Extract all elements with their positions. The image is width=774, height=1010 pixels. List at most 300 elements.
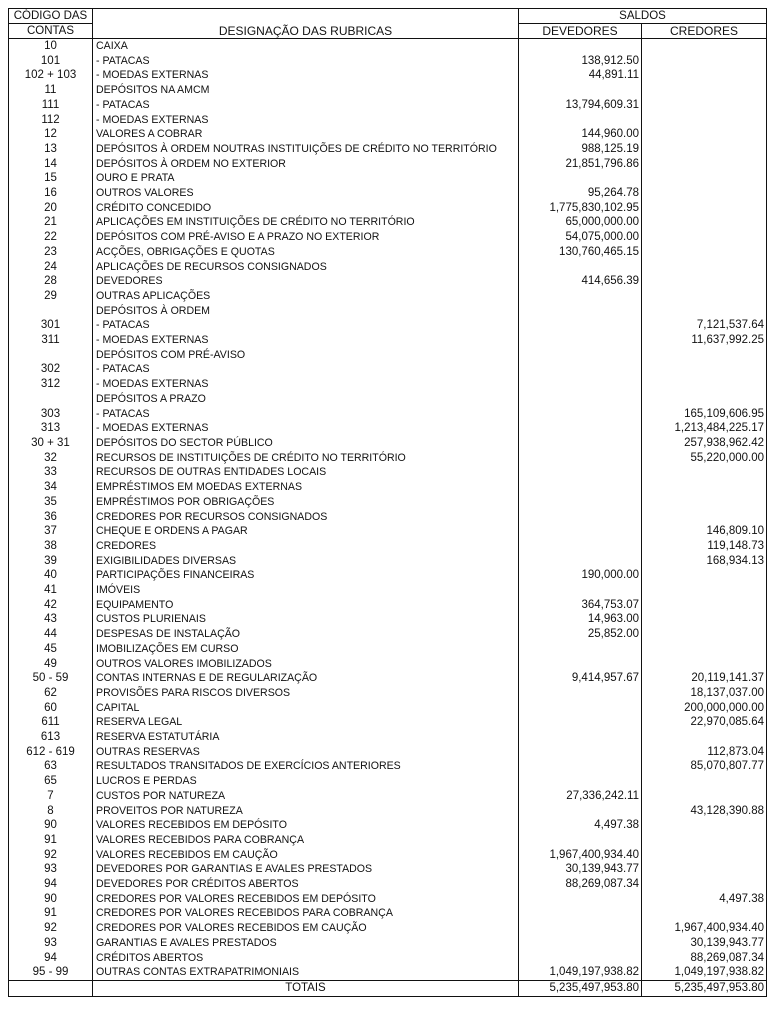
debit-balance: 144,960.00 bbox=[519, 127, 642, 142]
designation: APLICAÇÕES DE RECURSOS CONSIGNADOS bbox=[93, 260, 519, 275]
debit-balance: 30,139,943.77 bbox=[519, 862, 642, 877]
designation: OUTRAS RESERVAS bbox=[93, 745, 519, 760]
designation: OURO E PRATA bbox=[93, 171, 519, 186]
designation: DEVEDORES POR CRÉDITOS ABERTOS bbox=[93, 877, 519, 892]
credit-balance bbox=[642, 627, 767, 642]
designation: OUTROS VALORES IMOBILIZADOS bbox=[93, 657, 519, 672]
table-row bbox=[9, 774, 767, 789]
table-row bbox=[9, 171, 767, 186]
debit-balance: 130,760,465.15 bbox=[519, 245, 642, 260]
account-code: 7 bbox=[9, 789, 93, 804]
debit-balance bbox=[519, 833, 642, 848]
credit-balance: 55,220,000.00 bbox=[642, 451, 767, 466]
credit-balance bbox=[642, 245, 767, 260]
header-designation: DESIGNAÇÃO DAS RUBRICAS bbox=[93, 9, 519, 39]
table-row bbox=[9, 642, 767, 657]
credit-balance: 257,938,962.42 bbox=[642, 436, 767, 451]
designation: EXIGIBILIDADES DIVERSAS bbox=[93, 554, 519, 569]
account-code: 14 bbox=[9, 157, 93, 172]
table-row bbox=[9, 627, 767, 642]
account-code: 90 bbox=[9, 818, 93, 833]
credit-balance bbox=[642, 642, 767, 657]
designation: - PATACAS bbox=[93, 407, 519, 422]
designation: CHEQUE E ORDENS A PAGAR bbox=[93, 524, 519, 539]
account-code: 102 + 103 bbox=[9, 68, 93, 83]
debit-balance bbox=[519, 892, 642, 907]
designation: GARANTIAS E AVALES PRESTADOS bbox=[93, 936, 519, 951]
debit-balance: 88,269,087.34 bbox=[519, 877, 642, 892]
table-row bbox=[9, 583, 767, 598]
table-row bbox=[9, 686, 767, 701]
credit-balance bbox=[642, 260, 767, 275]
account-code: 24 bbox=[9, 260, 93, 275]
debit-balance: 364,753.07 bbox=[519, 598, 642, 613]
totals-code-cell bbox=[9, 981, 93, 997]
account-code: 111 bbox=[9, 98, 93, 113]
account-code: 312 bbox=[9, 377, 93, 392]
table-row bbox=[9, 701, 767, 716]
designation: - PATACAS bbox=[93, 98, 519, 113]
credit-balance: 4,497.38 bbox=[642, 892, 767, 907]
table-row bbox=[9, 892, 767, 907]
debit-balance bbox=[519, 260, 642, 275]
designation: DEPÓSITOS À ORDEM NO EXTERIOR bbox=[93, 157, 519, 172]
designation: DEPÓSITOS À ORDEM NOUTRAS INSTITUIÇÕES DE CRÉDITO NO TERRITÓRIO bbox=[93, 142, 519, 157]
designation: PARTICIPAÇÕES FINANCEIRAS bbox=[93, 568, 519, 583]
credit-balance bbox=[642, 510, 767, 525]
table-row bbox=[9, 598, 767, 613]
account-code: 91 bbox=[9, 906, 93, 921]
credit-balance bbox=[642, 201, 767, 216]
totals-row bbox=[9, 981, 767, 997]
debit-balance bbox=[519, 436, 642, 451]
debit-balance bbox=[519, 539, 642, 554]
account-code: 90 bbox=[9, 892, 93, 907]
debit-balance: 95,264.78 bbox=[519, 186, 642, 201]
credit-balance: 165,109,606.95 bbox=[642, 407, 767, 422]
designation: DEPÓSITOS NA AMCM bbox=[93, 83, 519, 98]
table-body bbox=[9, 39, 767, 981]
credit-balance bbox=[642, 598, 767, 613]
table-row bbox=[9, 657, 767, 672]
table-row bbox=[9, 848, 767, 863]
credit-balance bbox=[642, 83, 767, 98]
table-row bbox=[9, 568, 767, 583]
credit-balance bbox=[642, 495, 767, 510]
table-row bbox=[9, 83, 767, 98]
debit-balance: 4,497.38 bbox=[519, 818, 642, 833]
credit-balance: 1,967,400,934.40 bbox=[642, 921, 767, 936]
table-row bbox=[9, 142, 767, 157]
debit-balance: 13,794,609.31 bbox=[519, 98, 642, 113]
table-row bbox=[9, 951, 767, 966]
designation: OUTROS VALORES bbox=[93, 186, 519, 201]
credit-balance bbox=[642, 833, 767, 848]
table-row bbox=[9, 965, 767, 980]
debit-balance bbox=[519, 392, 642, 407]
table-row bbox=[9, 759, 767, 774]
debit-balance bbox=[519, 113, 642, 128]
table-row bbox=[9, 157, 767, 172]
debit-balance: 65,000,000.00 bbox=[519, 215, 642, 230]
account-code: 301 bbox=[9, 318, 93, 333]
debit-balance bbox=[519, 951, 642, 966]
debit-balance: 9,414,957.67 bbox=[519, 671, 642, 686]
totals-debit: 5,235,497,953.80 bbox=[519, 981, 642, 997]
designation: OUTRAS APLICAÇÕES bbox=[93, 289, 519, 304]
designation: - MOEDAS EXTERNAS bbox=[93, 421, 519, 436]
debit-balance: 44,891.11 bbox=[519, 68, 642, 83]
designation: - MOEDAS EXTERNAS bbox=[93, 113, 519, 128]
table-row bbox=[9, 510, 767, 525]
account-code: 44 bbox=[9, 627, 93, 642]
debit-balance: 1,967,400,934.40 bbox=[519, 848, 642, 863]
table-row bbox=[9, 421, 767, 436]
debit-balance bbox=[519, 289, 642, 304]
table-row bbox=[9, 113, 767, 128]
table-row bbox=[9, 274, 767, 289]
credit-balance bbox=[642, 789, 767, 804]
credit-balance bbox=[642, 730, 767, 745]
credit-balance: 30,139,943.77 bbox=[642, 936, 767, 951]
table-row bbox=[9, 524, 767, 539]
account-code: 91 bbox=[9, 833, 93, 848]
designation: - PATACAS bbox=[93, 318, 519, 333]
designation: CREDORES POR VALORES RECEBIDOS EM DEPÓSITO bbox=[93, 892, 519, 907]
table-row bbox=[9, 862, 767, 877]
table-row bbox=[9, 495, 767, 510]
designation: RECURSOS DE OUTRAS ENTIDADES LOCAIS bbox=[93, 465, 519, 480]
table-row bbox=[9, 877, 767, 892]
debit-balance bbox=[519, 701, 642, 716]
designation: EMPRÉSTIMOS POR OBRIGAÇÕES bbox=[93, 495, 519, 510]
account-code: 101 bbox=[9, 54, 93, 69]
debit-balance bbox=[519, 524, 642, 539]
designation: CREDORES bbox=[93, 539, 519, 554]
table-row bbox=[9, 465, 767, 480]
credit-balance: 43,128,390.88 bbox=[642, 804, 767, 819]
account-code: 41 bbox=[9, 583, 93, 598]
debit-balance bbox=[519, 657, 642, 672]
account-code: 65 bbox=[9, 774, 93, 789]
designation: EMPRÉSTIMOS EM MOEDAS EXTERNAS bbox=[93, 480, 519, 495]
debit-balance bbox=[519, 318, 642, 333]
designation: EQUIPAMENTO bbox=[93, 598, 519, 613]
debit-balance: 190,000.00 bbox=[519, 568, 642, 583]
credit-balance bbox=[642, 877, 767, 892]
designation: RESULTADOS TRANSITADOS DE EXERCÍCIOS ANTERIORES bbox=[93, 759, 519, 774]
designation: CUSTOS POR NATUREZA bbox=[93, 789, 519, 804]
account-code: 20 bbox=[9, 201, 93, 216]
credit-balance bbox=[642, 215, 767, 230]
credit-balance: 1,049,197,938.82 bbox=[642, 965, 767, 980]
designation: CRÉDITO CONCEDIDO bbox=[93, 201, 519, 216]
credit-balance bbox=[642, 98, 767, 113]
designation: PROVISÕES PARA RISCOS DIVERSOS bbox=[93, 686, 519, 701]
account-code: 63 bbox=[9, 759, 93, 774]
table-row bbox=[9, 436, 767, 451]
account-code: 612 - 619 bbox=[9, 745, 93, 760]
credit-balance bbox=[642, 774, 767, 789]
credit-balance: 119,148.73 bbox=[642, 539, 767, 554]
table-row bbox=[9, 407, 767, 422]
credit-balance bbox=[642, 230, 767, 245]
header-credit: CREDORES bbox=[642, 24, 767, 39]
debit-balance bbox=[519, 686, 642, 701]
accounts-balance-table bbox=[8, 8, 767, 997]
debit-balance bbox=[519, 304, 642, 319]
table-row bbox=[9, 671, 767, 686]
designation: DEPÓSITOS À ORDEM bbox=[93, 304, 519, 319]
credit-balance bbox=[642, 348, 767, 363]
credit-balance: 88,269,087.34 bbox=[642, 951, 767, 966]
credit-balance bbox=[642, 612, 767, 627]
account-code: 10 bbox=[9, 39, 93, 54]
account-code: 94 bbox=[9, 877, 93, 892]
credit-balance bbox=[642, 54, 767, 69]
credit-balance bbox=[642, 906, 767, 921]
credit-balance bbox=[642, 304, 767, 319]
debit-balance bbox=[519, 774, 642, 789]
table-row bbox=[9, 554, 767, 569]
table-row bbox=[9, 906, 767, 921]
designation: VALORES RECEBIDOS EM DEPÓSITO bbox=[93, 818, 519, 833]
header-debit: DEVEDORES bbox=[519, 24, 642, 39]
account-code: 15 bbox=[9, 171, 93, 186]
account-code: 95 - 99 bbox=[9, 965, 93, 980]
credit-balance: 20,119,141.37 bbox=[642, 671, 767, 686]
account-code: 28 bbox=[9, 274, 93, 289]
designation: DEPÓSITOS A PRAZO bbox=[93, 392, 519, 407]
account-code: 62 bbox=[9, 686, 93, 701]
debit-balance bbox=[519, 333, 642, 348]
debit-balance bbox=[519, 421, 642, 436]
account-code: 40 bbox=[9, 568, 93, 583]
debit-balance bbox=[519, 642, 642, 657]
table-row bbox=[9, 304, 767, 319]
account-code: 50 - 59 bbox=[9, 671, 93, 686]
designation: - PATACAS bbox=[93, 54, 519, 69]
debit-balance: 1,775,830,102.95 bbox=[519, 201, 642, 216]
account-code: 93 bbox=[9, 936, 93, 951]
designation: CAPITAL bbox=[93, 701, 519, 716]
table-row bbox=[9, 804, 767, 819]
table-row bbox=[9, 186, 767, 201]
header-balances: SALDOS bbox=[519, 9, 767, 24]
debit-balance: 138,912.50 bbox=[519, 54, 642, 69]
account-code: 23 bbox=[9, 245, 93, 260]
table-row bbox=[9, 818, 767, 833]
designation: ACÇÕES, OBRIGAÇÕES E QUOTAS bbox=[93, 245, 519, 260]
account-code: 45 bbox=[9, 642, 93, 657]
credit-balance bbox=[642, 274, 767, 289]
credit-balance bbox=[642, 39, 767, 54]
credit-balance: 85,070,807.77 bbox=[642, 759, 767, 774]
designation: PROVEITOS POR NATUREZA bbox=[93, 804, 519, 819]
account-code: 29 bbox=[9, 289, 93, 304]
debit-balance bbox=[519, 759, 642, 774]
credit-balance bbox=[642, 377, 767, 392]
account-code: 33 bbox=[9, 465, 93, 480]
debit-balance: 988,125.19 bbox=[519, 142, 642, 157]
designation: DESPESAS DE INSTALAÇÃO bbox=[93, 627, 519, 642]
credit-balance: 7,121,537.64 bbox=[642, 318, 767, 333]
account-code: 36 bbox=[9, 510, 93, 525]
account-code: 92 bbox=[9, 848, 93, 863]
table-row bbox=[9, 289, 767, 304]
designation: VALORES RECEBIDOS EM CAUÇÃO bbox=[93, 848, 519, 863]
credit-balance: 112,873.04 bbox=[642, 745, 767, 760]
table-row bbox=[9, 127, 767, 142]
account-code: 11 bbox=[9, 83, 93, 98]
credit-balance bbox=[642, 127, 767, 142]
table-row bbox=[9, 39, 767, 54]
table-row bbox=[9, 715, 767, 730]
credit-balance bbox=[642, 186, 767, 201]
table-row bbox=[9, 789, 767, 804]
credit-balance bbox=[642, 583, 767, 598]
debit-balance bbox=[519, 407, 642, 422]
account-code: 34 bbox=[9, 480, 93, 495]
debit-balance bbox=[519, 451, 642, 466]
account-code: 22 bbox=[9, 230, 93, 245]
credit-balance: 11,637,992.25 bbox=[642, 333, 767, 348]
credit-balance bbox=[642, 480, 767, 495]
credit-balance bbox=[642, 289, 767, 304]
credit-balance: 200,000,000.00 bbox=[642, 701, 767, 716]
debit-balance bbox=[519, 554, 642, 569]
account-code: 8 bbox=[9, 804, 93, 819]
table-row bbox=[9, 730, 767, 745]
account-code: 38 bbox=[9, 539, 93, 554]
account-code: 60 bbox=[9, 701, 93, 716]
debit-balance bbox=[519, 715, 642, 730]
debit-balance bbox=[519, 83, 642, 98]
table-row bbox=[9, 348, 767, 363]
header-account-code-line2: CONTAS bbox=[9, 24, 93, 39]
account-code: 93 bbox=[9, 862, 93, 877]
account-code: 302 bbox=[9, 362, 93, 377]
designation: RESERVA LEGAL bbox=[93, 715, 519, 730]
debit-balance: 21,851,796.86 bbox=[519, 157, 642, 172]
balance-sheet-document bbox=[8, 8, 766, 997]
totals-label: TOTAIS bbox=[93, 981, 519, 997]
credit-balance: 168,934.13 bbox=[642, 554, 767, 569]
debit-balance: 25,852.00 bbox=[519, 627, 642, 642]
table-row bbox=[9, 245, 767, 260]
account-code: 112 bbox=[9, 113, 93, 128]
account-code: 30 + 31 bbox=[9, 436, 93, 451]
account-code: 16 bbox=[9, 186, 93, 201]
credit-balance bbox=[642, 171, 767, 186]
designation: - MOEDAS EXTERNAS bbox=[93, 333, 519, 348]
table-row bbox=[9, 318, 767, 333]
designation: DEVEDORES POR GARANTIAS E AVALES PRESTADOS bbox=[93, 862, 519, 877]
table-row bbox=[9, 201, 767, 216]
account-code: 613 bbox=[9, 730, 93, 745]
credit-balance bbox=[642, 862, 767, 877]
account-code: 13 bbox=[9, 142, 93, 157]
debit-balance bbox=[519, 348, 642, 363]
credit-balance bbox=[642, 113, 767, 128]
account-code: 49 bbox=[9, 657, 93, 672]
account-code: 42 bbox=[9, 598, 93, 613]
designation: IMÓVEIS bbox=[93, 583, 519, 598]
designation: CAIXA bbox=[93, 39, 519, 54]
totals-credit: 5,235,497,953.80 bbox=[642, 981, 767, 997]
designation: DEPÓSITOS COM PRÉ-AVISO E A PRAZO NO EXTERIOR bbox=[93, 230, 519, 245]
designation: - MOEDAS EXTERNAS bbox=[93, 377, 519, 392]
designation: DEPÓSITOS COM PRÉ-AVISO bbox=[93, 348, 519, 363]
account-code: 39 bbox=[9, 554, 93, 569]
account-code: 313 bbox=[9, 421, 93, 436]
account-code: 43 bbox=[9, 612, 93, 627]
debit-balance: 54,075,000.00 bbox=[519, 230, 642, 245]
credit-balance bbox=[642, 157, 767, 172]
credit-balance bbox=[642, 68, 767, 83]
designation: RECURSOS DE INSTITUIÇÕES DE CRÉDITO NO TERRITÓRIO bbox=[93, 451, 519, 466]
debit-balance bbox=[519, 495, 642, 510]
credit-balance bbox=[642, 568, 767, 583]
table-row bbox=[9, 333, 767, 348]
designation: - PATACAS bbox=[93, 362, 519, 377]
debit-balance bbox=[519, 804, 642, 819]
header-account-code-line1: CÓDIGO DAS bbox=[9, 9, 93, 24]
credit-balance bbox=[642, 818, 767, 833]
credit-balance: 18,137,037.00 bbox=[642, 686, 767, 701]
designation: VALORES RECEBIDOS PARA COBRANÇA bbox=[93, 833, 519, 848]
designation: CREDORES POR VALORES RECEBIDOS EM CAUÇÃO bbox=[93, 921, 519, 936]
table-row bbox=[9, 98, 767, 113]
credit-balance: 22,970,085.64 bbox=[642, 715, 767, 730]
table-row bbox=[9, 230, 767, 245]
designation: VALORES A COBRAR bbox=[93, 127, 519, 142]
table-row bbox=[9, 392, 767, 407]
credit-balance: 1,213,484,225.17 bbox=[642, 421, 767, 436]
table-row bbox=[9, 377, 767, 392]
debit-balance bbox=[519, 465, 642, 480]
designation: DEPÓSITOS DO SECTOR PÚBLICO bbox=[93, 436, 519, 451]
account-code bbox=[9, 304, 93, 319]
account-code: 35 bbox=[9, 495, 93, 510]
debit-balance bbox=[519, 906, 642, 921]
credit-balance bbox=[642, 362, 767, 377]
table-row bbox=[9, 539, 767, 554]
debit-balance bbox=[519, 936, 642, 951]
table-row bbox=[9, 215, 767, 230]
table-row bbox=[9, 936, 767, 951]
debit-balance bbox=[519, 583, 642, 598]
account-code: 21 bbox=[9, 215, 93, 230]
account-code bbox=[9, 392, 93, 407]
account-code bbox=[9, 348, 93, 363]
debit-balance bbox=[519, 745, 642, 760]
account-code: 92 bbox=[9, 921, 93, 936]
account-code: 12 bbox=[9, 127, 93, 142]
table-row bbox=[9, 54, 767, 69]
designation: RESERVA ESTATUTÁRIA bbox=[93, 730, 519, 745]
table-row bbox=[9, 68, 767, 83]
debit-balance bbox=[519, 171, 642, 186]
debit-balance: 414,656.39 bbox=[519, 274, 642, 289]
debit-balance: 14,963.00 bbox=[519, 612, 642, 627]
table-row bbox=[9, 451, 767, 466]
designation: CREDORES POR RECURSOS CONSIGNADOS bbox=[93, 510, 519, 525]
credit-balance: 146,809.10 bbox=[642, 524, 767, 539]
account-code: 303 bbox=[9, 407, 93, 422]
credit-balance bbox=[642, 392, 767, 407]
debit-balance: 1,049,197,938.82 bbox=[519, 965, 642, 980]
